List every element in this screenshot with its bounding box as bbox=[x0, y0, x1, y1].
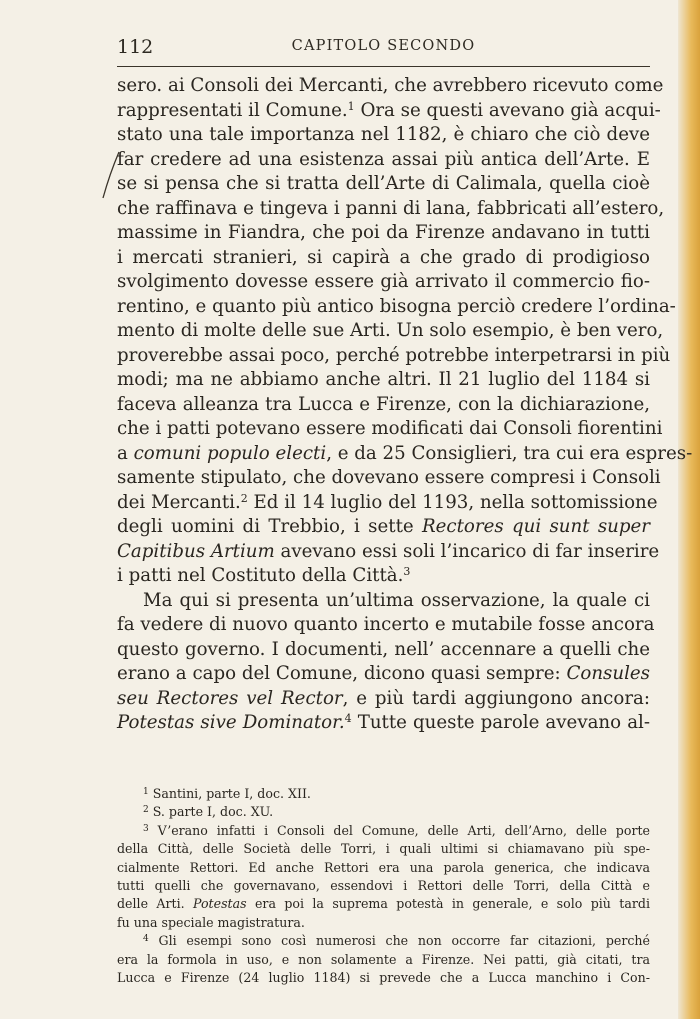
text-line: stato una tale importanza nel 1182, è chiaro che ciò deve bbox=[117, 124, 650, 145]
header-rule bbox=[117, 66, 650, 67]
text-line: dei Mercanti.$^2$ Ed il 14 luglio del 1193, nella sottomissione bbox=[117, 491, 658, 513]
footnote-line: era la formola in uso, e non solamente a Firenze. Nei patti, già citati, tra bbox=[117, 951, 650, 967]
text-line: Ma qui si presenta un’ultima osservazione, la quale ci bbox=[143, 589, 650, 611]
text-line: i mercati stranieri, si capirà a che grado di prodigioso bbox=[117, 246, 650, 268]
footnote-line: tutti quelli che governavano, essendovi i Rettori delle Torri, della Città e bbox=[117, 877, 650, 893]
text-line: che i patti potevano essere modificati dai Consoli fiorentini bbox=[117, 418, 663, 439]
text-line: samente stipulato, che dovevano essere compresi i Consoli bbox=[117, 467, 661, 488]
text-line: fa vedere di nuovo quanto incerto e mutabile fosse ancora bbox=[117, 614, 655, 635]
footnote-ref[interactable]: 4 bbox=[344, 712, 352, 725]
text-line: far credere ad una esistenza assai più antica dell’Arte. E bbox=[117, 148, 650, 170]
text-line: proverebbe assai poco, perché potrebbe interpetrarsi in più bbox=[117, 344, 671, 366]
text-line: i patti nel Costituto della Città.$^3$ bbox=[117, 565, 411, 586]
footnote-1: $^1$ Santini, parte I, doc. XII. bbox=[143, 786, 311, 801]
text-line: mento di molte delle sue Arti. Un solo esempio, è ben vero, bbox=[117, 320, 664, 341]
footnote-2: $^2$ S. parte I, doc. XU. bbox=[143, 804, 274, 820]
footnote-4: $^4$ Gli esempi sono così numerosi che non occorre far citazioni, perché bbox=[143, 933, 650, 949]
text-line: se si pensa che si tratta dell’Arte di Calimala, quella cioè bbox=[117, 173, 650, 194]
text-line: massime in Fiandra, che poi da Firenze andavano in tutti bbox=[117, 222, 650, 243]
text-line: rappresentati il Comune.$^1$ Ora se questi avevano già acqui- bbox=[117, 99, 661, 121]
footnote-ref[interactable]: 1 bbox=[347, 99, 355, 113]
text-line: Capitibus Artium avevano essi soli l’incarico di far inserire bbox=[117, 540, 660, 562]
footnote-ref[interactable]: 3 bbox=[403, 565, 411, 578]
text-line: svolgimento dovesse essere già arrivato il commercio fio- bbox=[117, 271, 650, 292]
text-line: che raffinava e tingeva i panni di lana, fabbricati all’estero, bbox=[117, 197, 665, 219]
page-number: 112 bbox=[117, 36, 154, 58]
page-edge bbox=[678, 0, 700, 1019]
text-line: Potestas sive Dominator.$^4$ Tutte queste parole avevano al- bbox=[117, 712, 650, 733]
text-line: questo governo. I documenti, nell’ accennare a quelli che bbox=[117, 638, 650, 660]
footnotes bbox=[117, 785, 650, 987]
footnote-line: delle Arti. Potestas era poi la suprema potestà in generale, e solo più tardi bbox=[117, 896, 650, 912]
text-line: a comuni populo electi, e da 25 Consiglieri, tra cui era espres- bbox=[117, 442, 693, 464]
text-line: erano a capo del Comune, dicono quasi sempre: Consules bbox=[117, 663, 650, 684]
footnote-line: della Città, delle Società delle Torri, i quali ultimi si chiamavano più spe- bbox=[117, 841, 650, 857]
text-line: degli uomini di Trebbio, i sette Rectores qui sunt super bbox=[117, 516, 650, 537]
footnote-3: $^3$ V’erano infatti i Consoli del Comune, delle Arti, dell’Arno, delle porte bbox=[143, 822, 650, 838]
running-title: CAPITOLO SECONDO bbox=[291, 38, 476, 54]
text-line: sero. ai Consoli dei Mercanti, che avrebbero ricevuto come bbox=[117, 75, 664, 96]
footnote-ref[interactable]: 2 bbox=[240, 491, 248, 505]
text-line: rentino, e quanto più antico bisogna perciò credere l’ordina- bbox=[117, 295, 676, 317]
footnote-line: fu una speciale magistratura. bbox=[117, 914, 305, 930]
text-line: faceva alleanza tra Lucca e Firenze, con la dichiarazione, bbox=[117, 393, 650, 415]
footnote-line: cialmente Rettori. Ed anche Rettori era una parola generica, che indicava bbox=[117, 859, 650, 875]
page-header bbox=[117, 36, 650, 62]
body-text bbox=[117, 74, 693, 736]
text-line: seu Rectores vel Rector, e più tardi aggiungono ancora: bbox=[117, 687, 650, 709]
footnote-line: Lucca e Firenze (24 luglio 1184) si prevede che a Lucca manchino i Con- bbox=[117, 969, 650, 985]
text-line: modi; ma ne abbiamo anche altri. Il 21 luglio del 1184 si bbox=[117, 369, 650, 390]
